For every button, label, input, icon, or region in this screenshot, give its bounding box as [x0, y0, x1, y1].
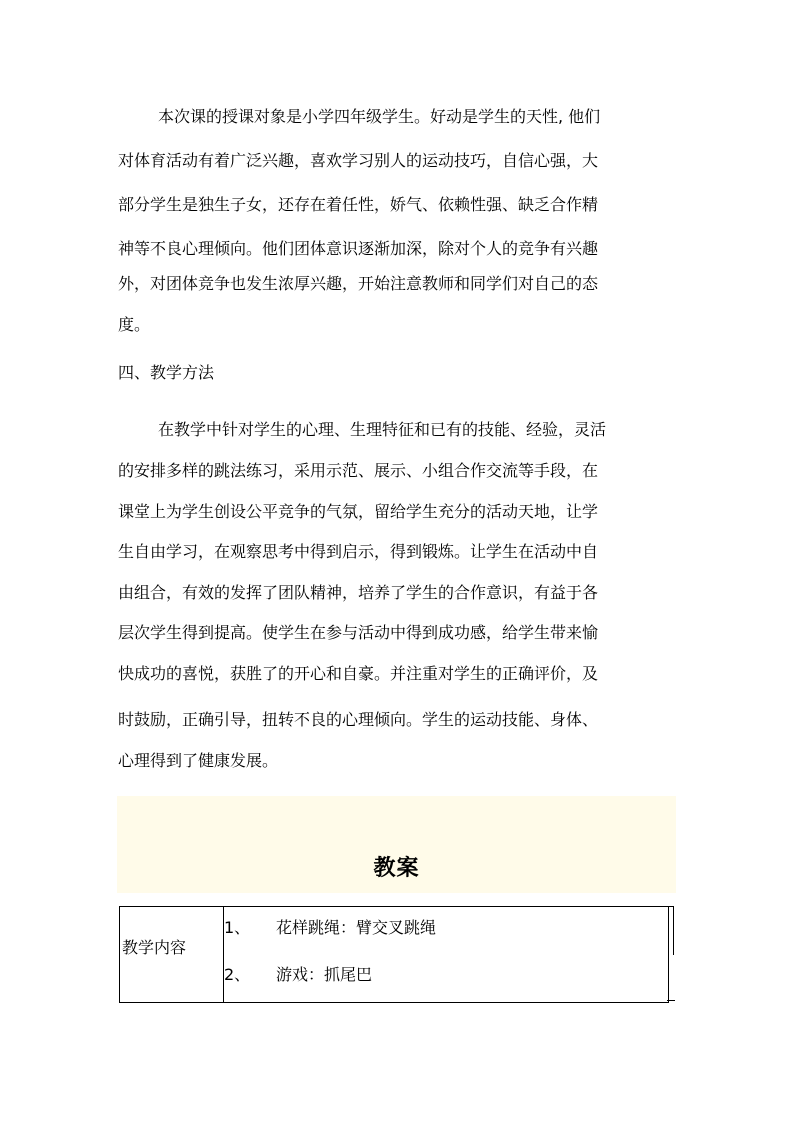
text-line: 对体育活动有着广泛兴趣，喜欢学习别人的运动技巧，自信心强，大	[118, 151, 599, 170]
text-line: 生自由学习，在观察思考中得到启示，得到锻炼。让学生在活动中自	[118, 542, 599, 561]
text-line: 部分学生是独生子女，还存在着任性，娇气、依赖性强、缺乏合作精	[118, 195, 599, 214]
table-border-fragment	[667, 906, 674, 955]
text-line: 在教学中针对学生的心理、生理特征和已有的技能、经验，灵活	[158, 420, 607, 439]
lesson-plan-title: 教案	[373, 856, 420, 881]
table-label-text: 教学内容	[122, 938, 187, 957]
section-heading-teaching-methods: 四、教学方法	[118, 363, 215, 382]
table-label-cell	[120, 907, 224, 1002]
list-item	[224, 964, 372, 986]
list-item	[224, 917, 436, 939]
text-line: 由组合，有效的发挥了团队精神，培养了学生的合作意识，有益于各	[118, 583, 599, 602]
text-line: 神等不良心理倾向。他们团体意识逐渐加深，除对个人的竞争有兴趣	[118, 239, 599, 258]
text-line: 度。	[118, 315, 151, 334]
text-line: 的安排多样的跳法练习，采用示范、展示、小组合作交流等手段，在	[118, 461, 599, 480]
text-line: 课堂上为学生创设公平竞争的气氛，留给学生充分的活动天地，让学	[118, 502, 599, 521]
text-line: 时鼓励，正确引导，扭转不良的心理倾向。学生的运动技能、身体、	[118, 710, 599, 729]
text-line: 层次学生得到提高。使学生在参与活动中得到成功感，给学生带来愉	[118, 623, 599, 642]
table-content-cell	[224, 907, 668, 1002]
text-line: 心理得到了健康发展。	[118, 751, 279, 770]
text-line: 外，对团体竞争也发生浓厚兴趣，开始注意教师和同学们对自己的态	[118, 274, 599, 293]
list-item-number: 1、	[224, 918, 251, 937]
list-item-text: 游戏：抓尾巴	[276, 965, 373, 984]
text-line: 快成功的喜悦，获胜了的开心和自豪。并注重对学生的正确评价，及	[118, 664, 599, 683]
lesson-plan-banner	[117, 796, 676, 893]
list-item-text: 花样跳绳：臂交叉跳绳	[276, 918, 437, 937]
text-line: 本次课的授课对象是小学四年级学生。好动是学生的天性, 他们	[158, 107, 601, 126]
table-border-fragment	[667, 1000, 675, 1001]
lesson-content-table	[119, 906, 669, 1003]
list-item-number: 2、	[224, 965, 251, 984]
